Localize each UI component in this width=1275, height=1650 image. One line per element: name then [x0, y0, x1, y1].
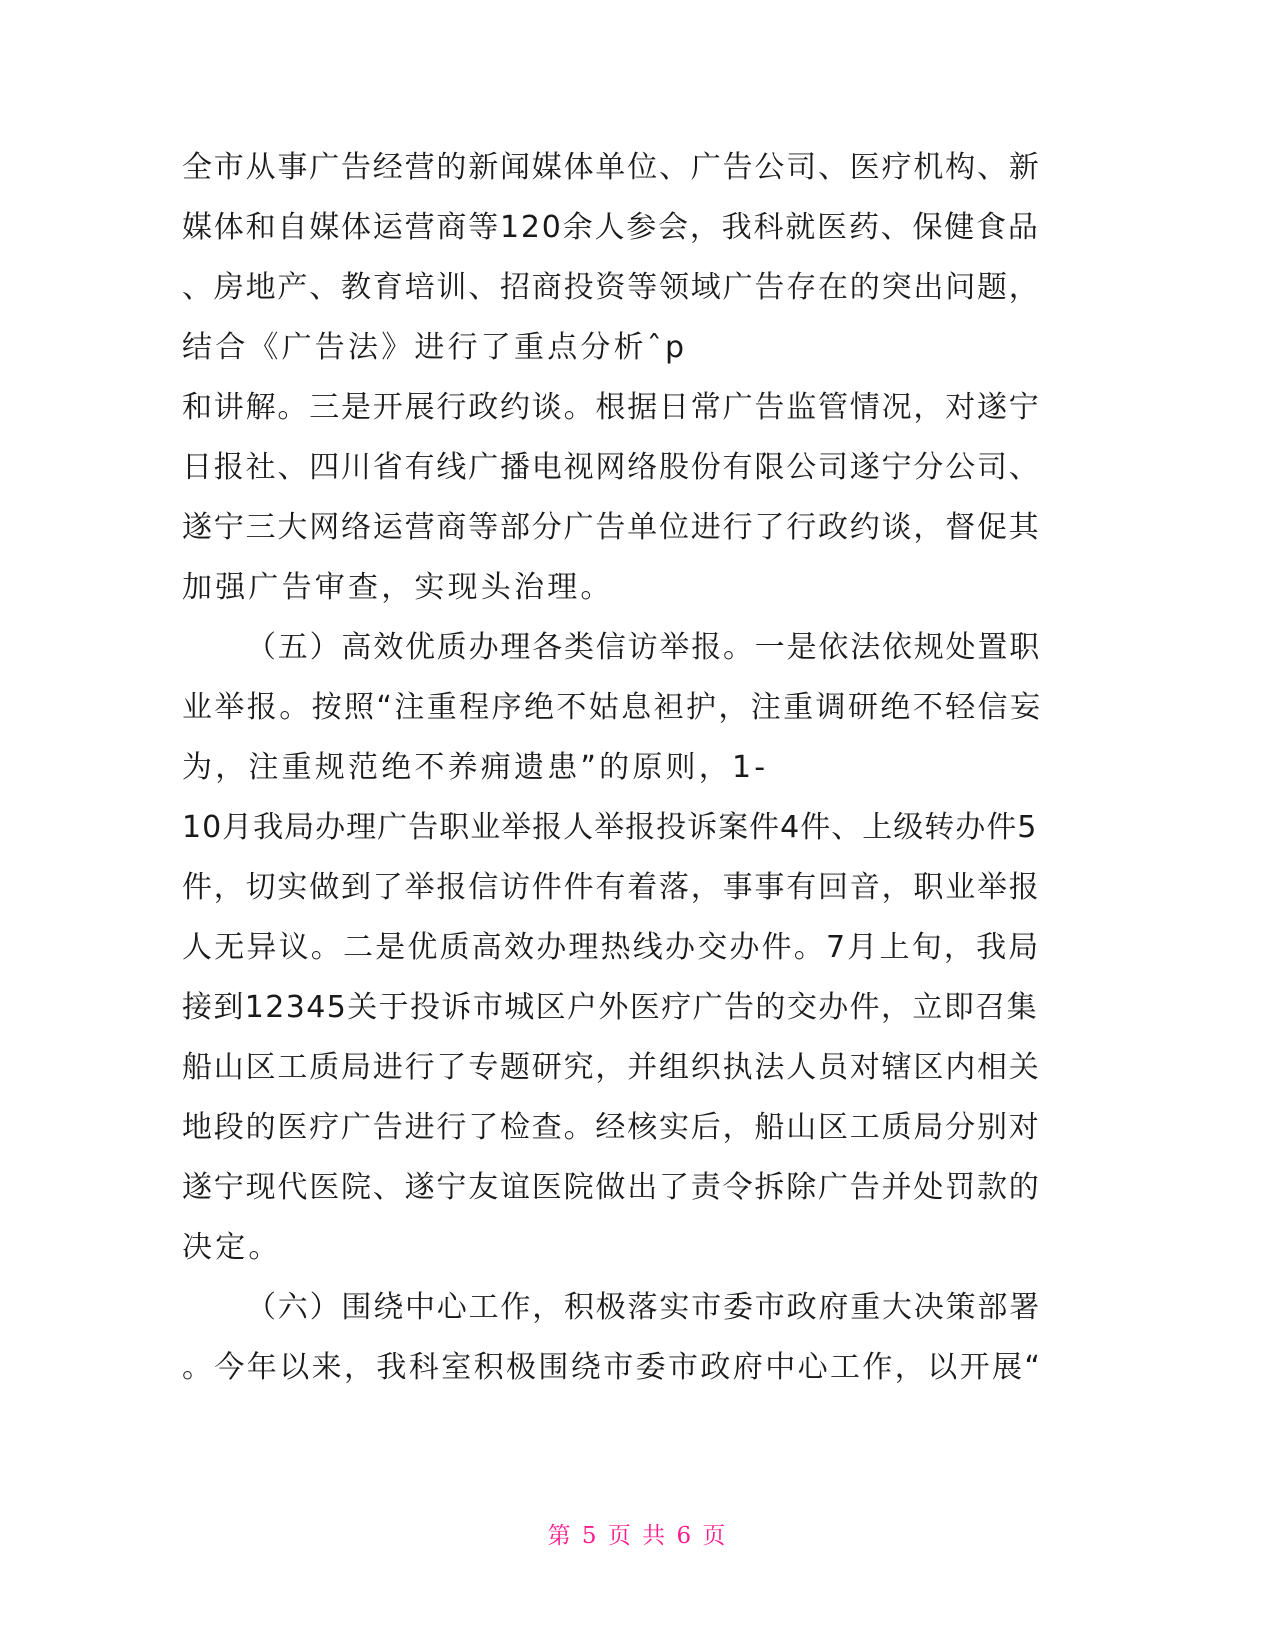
text-line: 。今年以来，我科室积极围绕市委市政府中心工作，以开展“ [182, 1350, 1043, 1385]
text-line: 船山区工质局进行了专题研究，并组织执法人员对辖区内相关 [182, 1050, 1041, 1085]
text-line: 和讲解。三是开展行政约谈。根据日常广告监管情况，对遂宁 [182, 390, 1041, 425]
text-line: （六）围绕中心工作，积极落实市委市政府重大决策部署 [246, 1290, 1041, 1325]
text-line: 为，注重规范绝不养痈遗患”的原则，1- [182, 750, 769, 785]
text-line: 地段的医疗广告进行了检查。经核实后，船山区工质局分别对 [182, 1110, 1041, 1145]
text-line: 、房地产、教育培训、招商投资等领域广告存在的突出问题， [182, 270, 1041, 305]
text-line: （五）高效优质办理各类信访举报。一是依法依规处置职 [246, 630, 1041, 665]
text-line: 加强广告审查，实现头治理。 [182, 570, 614, 605]
text-line: 人无异议。二是优质高效办理热线办交办件。7月上旬，我局 [182, 930, 1041, 965]
text-line: 业举报。按照“注重程序绝不姑息袒护，注重调研绝不轻信妄 [182, 690, 1043, 725]
text-line: 件，切实做到了举报信访件件有着落，事事有回音，职业举报 [182, 870, 1041, 905]
text-line: 结合《广告法》进行了重点分析ˆp [182, 330, 688, 365]
document-body [182, 138, 1042, 1398]
page-number-text: 第 5 页 共 6 页 [547, 1523, 728, 1549]
text-line: 接到12345关于投诉市城区户外医疗广告的交办件，立即召集 [182, 990, 1039, 1025]
text-line: 遂宁三大网络运营商等部分广告单位进行了行政约谈，督促其 [182, 510, 1041, 545]
page-footer [0, 1517, 1275, 1550]
text-line: 全市从事广告经营的新闻媒体单位、广告公司、医疗机构、新 [182, 150, 1041, 185]
text-line: 日报社、四川省有线广播电视网络股份有限公司遂宁分公司、 [182, 450, 1041, 485]
text-line: 10月我局办理广告职业举报人举报投诉案件4件、上级转办件5 [182, 810, 1038, 845]
text-line: 媒体和自媒体运营商等120余人参会，我科就医药、保健食品 [182, 210, 1040, 245]
text-line: 决定。 [182, 1230, 282, 1265]
text-line: 遂宁现代医院、遂宁友谊医院做出了责令拆除广告并处罚款的 [182, 1170, 1041, 1205]
